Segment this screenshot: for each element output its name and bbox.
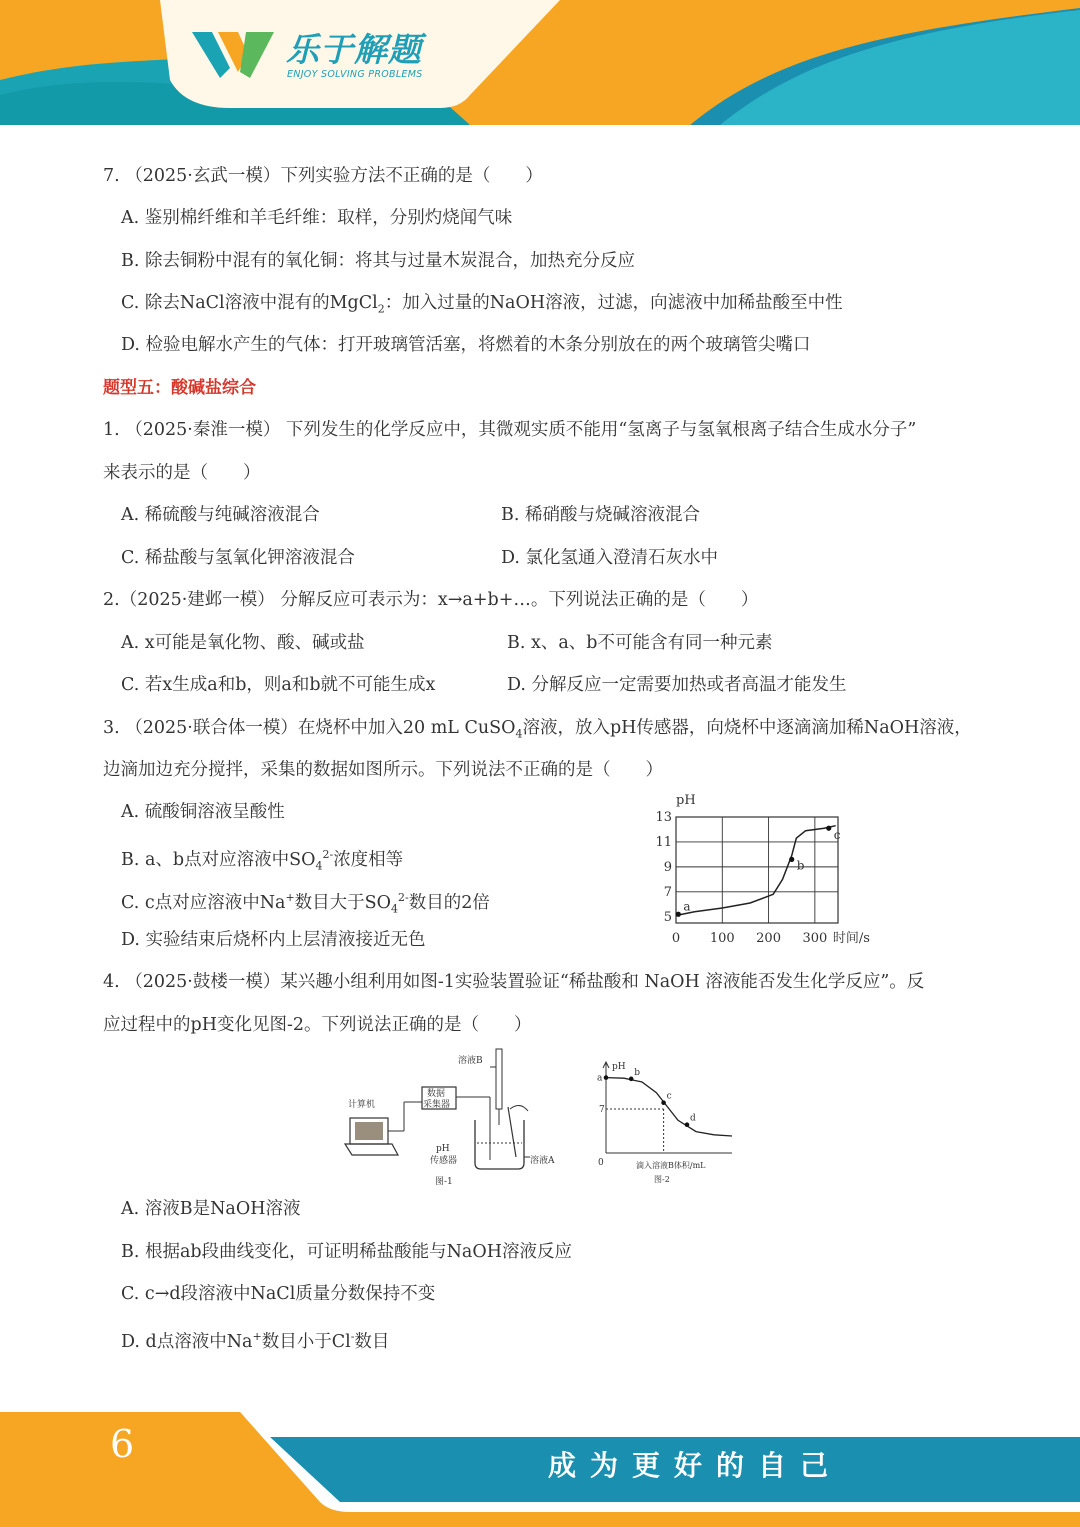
y-tick-label: 13 — [655, 810, 672, 825]
x-tick-label: 0 — [671, 931, 681, 946]
ph-curve — [676, 826, 836, 916]
apparatus-figure — [340, 1045, 570, 1190]
point-label-d: d — [690, 1113, 696, 1124]
q3-stem-line1: 3. （2025·联合体一模）在烧杯中加入20 mL CuSO$_4$溶液，放入pH传感器，向烧杯中逐滴滴加稀NaOH溶液， — [103, 718, 972, 741]
q4-option-b: B. 根据ab段曲线变化，可证明稀盐酸能与NaOH溶液反应 — [121, 1242, 572, 1262]
point-label-b: b — [634, 1067, 640, 1078]
x-axis-label: 滴入溶液B体积/mL — [636, 1161, 706, 1170]
origin-label: 0 — [598, 1158, 604, 1168]
y-tick-7: 7 — [599, 1105, 605, 1115]
q4-stem-line2: 应过程中的pH变化见图-2。下列说法正确的是（ ） — [103, 1015, 532, 1035]
fig1-caption: 图-1 — [435, 1177, 453, 1187]
q1-stem-line1: 1. （2025·秦淮一模） 下列发生的化学反应中，其微观实质不能用“氢离子与氢氧根离子结合生成水分子” — [103, 420, 917, 440]
q7-option-a: A. 鉴别棉纤维和羊毛纤维：取样，分别灼烧闻气味 — [121, 208, 513, 228]
point-b — [629, 1077, 634, 1082]
svg-text:pH: pH — [436, 1144, 450, 1154]
q4-stem-line1: 4. （2025·鼓楼一模）某兴趣小组利用如图-1实验装置验证“稀盐酸和 NaOH 溶液能否发生化学反应”。反 — [103, 972, 925, 992]
q3-option-a: A. 硫酸铜溶液呈酸性 — [121, 802, 285, 822]
fig2-caption: 图-2 — [654, 1175, 670, 1184]
q3-stem-line2: 边滴加边充分搅拌，采集的数据如图所示。下列说法不正确的是（ ） — [103, 760, 663, 780]
q2-option-d: D. 分解反应一定需要加热或者高温才能发生 — [507, 675, 847, 695]
logo-icon — [190, 28, 275, 80]
svg-text:传感器: 传感器 — [430, 1156, 458, 1166]
label-solution-b: 溶液B — [458, 1056, 483, 1066]
y-tick-label: 11 — [655, 834, 672, 850]
q2-option-c: C. 若x生成a和b，则a和b就不可能生成x — [121, 675, 436, 695]
x-tick-label: 300 — [802, 931, 828, 946]
q7-stem: 7. （2025·玄武一模）下列实验方法不正确的是（ ） — [103, 166, 543, 186]
brand-name: 乐于解题 — [286, 30, 422, 69]
q7-option-c: C. 除去NaCl溶液中混有的MgCl$_2$：加入过量的NaOH溶液，过滤，向滤液中加稀盐酸至中性 — [121, 293, 843, 316]
svg-text:采集器: 采集器 — [423, 1100, 451, 1110]
q4-option-a: A. 溶液B是NaOH溶液 — [121, 1199, 301, 1219]
q2-stem: 2.（2025·建邺一模） 分解反应可表示为：x→a+b+…。下列说法正确的是（ ） — [103, 590, 759, 610]
x-tick-label: 100 — [709, 931, 735, 946]
y-axis-label: pH — [676, 793, 696, 808]
point-label-a: a — [597, 1073, 603, 1084]
label-computer: 计算机 — [348, 1100, 376, 1110]
q3-option-c: C. c点对应溶液中Na+数目大于$SO_4^{2-}$数目的2倍 — [121, 891, 490, 916]
point-label-b: b — [796, 858, 805, 873]
point-a — [604, 1075, 609, 1080]
page-number: 6 — [110, 1422, 135, 1466]
x-tick-label: 200 — [756, 931, 781, 946]
q3-option-d: D. 实验结束后烧杯内上层清液接近无色 — [121, 930, 426, 950]
q3-option-b: B. a、b点对应溶液中$SO_4^{2-}$浓度相等 — [121, 848, 404, 873]
footer-slogan: 成为更好的自己 — [548, 1449, 843, 1482]
q1-option-b: B. 稀硝酸与烧碱溶液混合 — [501, 505, 700, 525]
x-axis-label: 时间/s — [832, 931, 870, 946]
point-label-a: a — [683, 899, 691, 914]
brand-tagline: ENJOY SOLVING PROBLEMS — [287, 69, 423, 80]
y-tick-label: 5 — [663, 909, 672, 925]
q7-option-d: D. 检验电解水产生的气体：打开玻璃管活塞，将燃着的木条分别放在的两个玻璃管尖嘴口 — [121, 335, 811, 355]
q1-option-d: D. 氯化氢通入澄清石灰水中 — [501, 548, 719, 568]
point-label-c: c — [666, 1091, 672, 1102]
q7-option-b: B. 除去铜粉中混有的氧化铜：将其与过量木炭混合，加热充分反应 — [121, 251, 635, 271]
point-d — [685, 1122, 690, 1127]
q2-option-a: A. x可能是氧化物、酸、碱或盐 — [121, 633, 365, 653]
header-banner — [0, 0, 1080, 125]
point-a — [676, 912, 681, 917]
point-c — [826, 826, 831, 831]
footer-banner — [0, 1412, 1080, 1527]
svg-text:数据: 数据 — [427, 1089, 446, 1099]
q2-option-b: B. x、a、b不可能含有同一种元素 — [507, 633, 773, 653]
ph-volume-curve — [606, 1078, 732, 1136]
ph-volume-chart — [592, 1055, 742, 1190]
q1-option-c: C. 稀盐酸与氢氧化钾溶液混合 — [121, 548, 355, 568]
plot-frame — [676, 817, 838, 923]
q1-stem-line2: 来表示的是（ ） — [103, 463, 261, 483]
y-axis-label: pH — [612, 1062, 626, 1072]
point-c — [661, 1100, 666, 1105]
point-label-c: c — [833, 828, 841, 843]
y-tick-label: 9 — [663, 859, 672, 875]
ph-time-chart — [640, 786, 880, 958]
q4-option-c: C. c→d段溶液中NaCl质量分数保持不变 — [121, 1284, 436, 1304]
q4-option-d: D. d点溶液中Na+数目小于Cl-数目 — [121, 1330, 390, 1352]
point-b — [789, 857, 794, 862]
y-tick-label: 7 — [663, 884, 672, 900]
label-solution-a: 溶液A — [530, 1156, 555, 1166]
q1-option-a: A. 稀硫酸与纯碱溶液混合 — [121, 505, 320, 525]
section-title: 题型五：酸碱盐综合 — [103, 378, 256, 398]
